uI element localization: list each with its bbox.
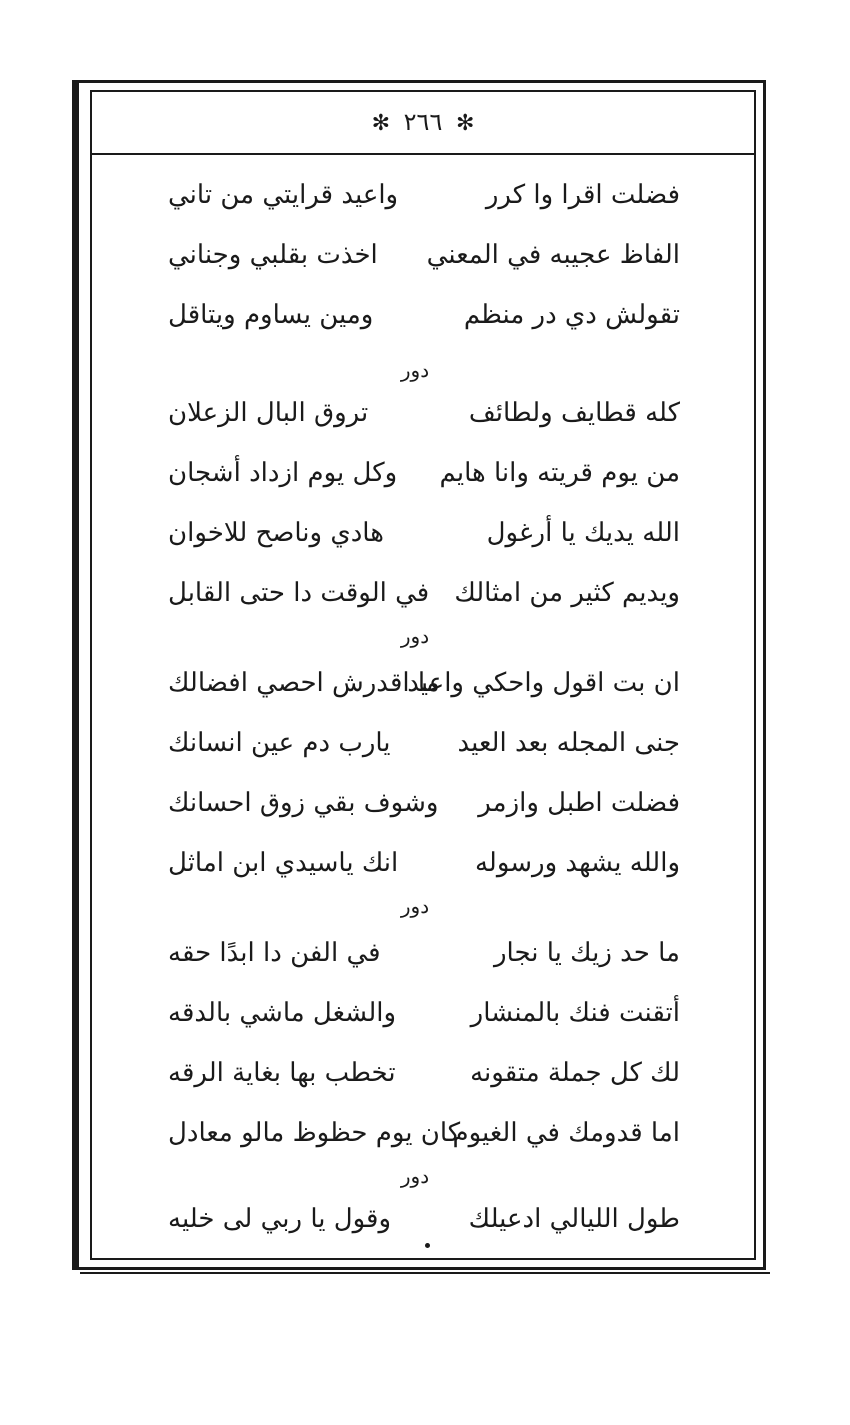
verse-row	[150, 788, 680, 838]
verse-row	[150, 180, 680, 230]
verse-right: الفاظ عجيبه في المعني	[426, 240, 680, 270]
bottom-dot	[425, 1243, 430, 1248]
verse-left: وشوف بقي زوق احسانك	[168, 788, 439, 818]
verse-right: ما حد زيك يا نجار	[494, 938, 680, 968]
verse-right: جنى المجله بعد العيد	[457, 728, 680, 758]
verse-left: في الوقت دا حتى القابل	[168, 578, 430, 608]
ornament-icon: ✻	[455, 111, 475, 136]
verse-row	[150, 1204, 680, 1254]
verse-row	[150, 458, 680, 508]
verse-row	[150, 998, 680, 1048]
verse-row	[150, 398, 680, 448]
section-label: دور	[400, 624, 430, 648]
section-label: دور	[400, 1164, 430, 1188]
verse-row	[150, 578, 680, 628]
verse-right: من يوم قريته وانا هايم	[439, 458, 680, 488]
verse-row	[150, 1118, 680, 1168]
verse-right: طول الليالي ادعيلك	[468, 1204, 680, 1234]
verse-left: وقول يا ربي لى خليه	[168, 1204, 392, 1234]
verse-right: اما قدومك في الغيوم	[452, 1118, 680, 1148]
verse-right: والله يشهد ورسوله	[474, 848, 680, 878]
verse-right: أتقنت فنك بالمنشار	[470, 998, 680, 1028]
verse-right: فضلت اطبل وازمر	[478, 788, 680, 818]
verse-row	[150, 240, 680, 290]
verse-left: هادي وناصح للاخوان	[168, 518, 384, 548]
verse-row	[150, 300, 680, 350]
verse-left: تروق البال الزعلان	[168, 398, 369, 428]
verse-right: لك كل جملة متقونه	[470, 1058, 680, 1088]
section-label: دور	[400, 358, 430, 382]
verse-left: والشغل ماشي بالدقه	[168, 998, 397, 1028]
verse-right: تقولش دي در منظم	[463, 300, 680, 330]
verse-row	[150, 668, 680, 718]
verse-left: كان يوم حظوظ مالو معادل	[168, 1118, 461, 1148]
section-label: دور	[400, 894, 430, 918]
verse-row	[150, 518, 680, 568]
verse-right: الله يديك يا أرغول	[486, 518, 680, 548]
verse-left: يارب دم عين انسانك	[168, 728, 391, 758]
verse-left: ومين يساوم ويتاقل	[168, 300, 374, 330]
verse-row	[150, 938, 680, 988]
verse-left: ما اقدرش احصي افضالك	[168, 668, 440, 698]
verse-row	[150, 848, 680, 898]
verse-right: كله قطايف ولطائف	[468, 398, 680, 428]
verse-left: وكل يوم ازداد أشجان	[168, 458, 398, 488]
verse-row	[150, 728, 680, 778]
page-number-line	[92, 108, 754, 136]
page-number: ٢٦٦	[403, 108, 443, 136]
verse-right: ان بت اقول واحكي واعيد	[407, 668, 680, 698]
verse-right: ويديم كثير من امثالك	[454, 578, 680, 608]
footer-rule	[80, 1272, 770, 1274]
header-rule	[92, 153, 754, 155]
verse-row	[150, 1058, 680, 1108]
verse-left: واعيد قرايتي من تاني	[168, 180, 399, 210]
verse-left: انك ياسيدي ابن اماثل	[168, 848, 399, 878]
ornament-icon: ✻	[371, 111, 391, 136]
verse-left: في الفن دا ابدًا حقه	[168, 938, 381, 968]
verse-left: اخذت بقلبي وجناني	[168, 240, 378, 270]
page-header	[92, 98, 754, 154]
verse-right: فضلت اقرا وا كرر	[485, 180, 680, 210]
verse-left: تخطب بها بغاية الرقه	[168, 1058, 396, 1088]
